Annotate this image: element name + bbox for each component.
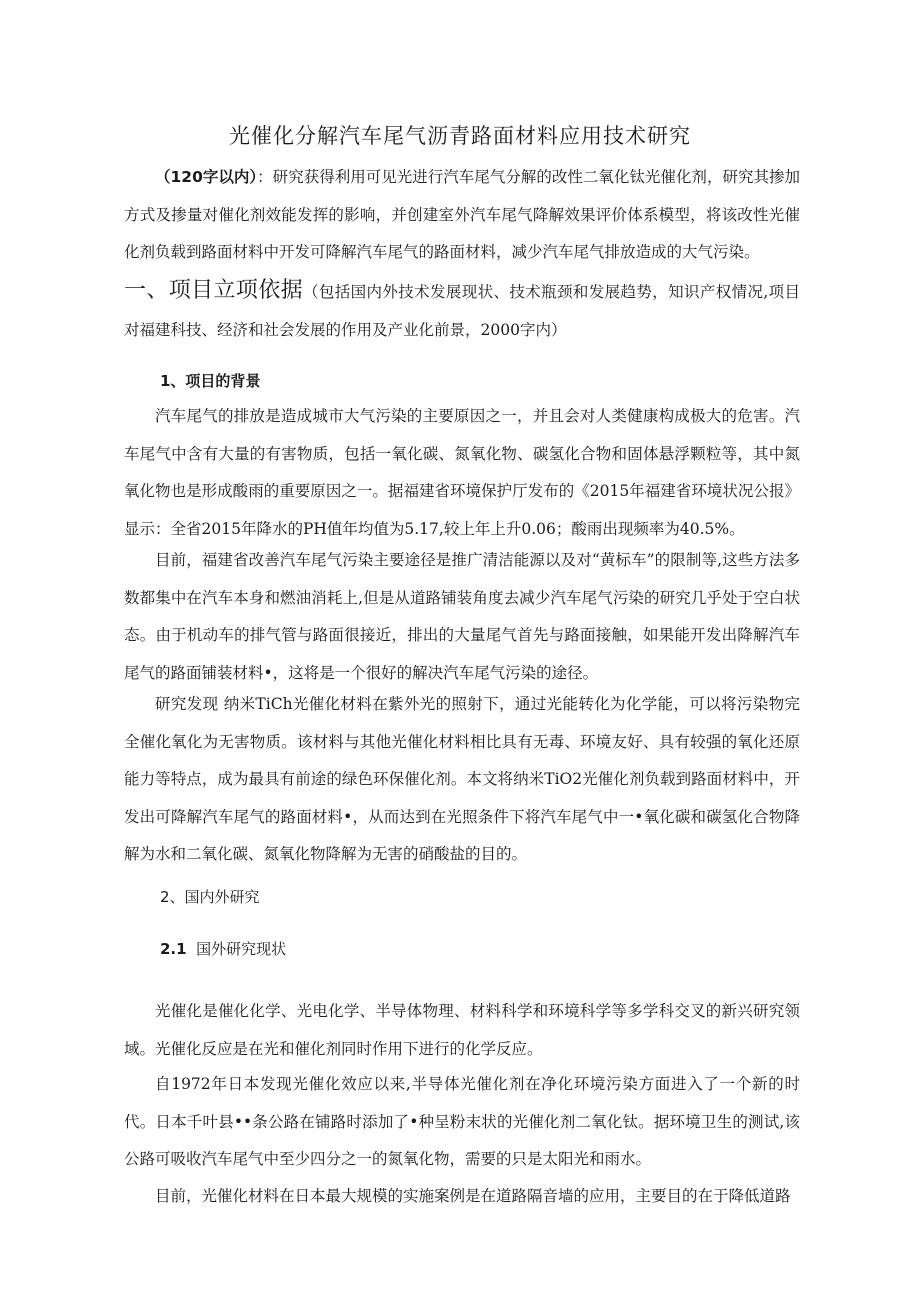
section-1-block (124, 272, 800, 349)
background-paragraph-3: 研究发现 纳米TiCh光催化材料在紫外光的照射下，通过光能转化为化学能，可以将污染物完全催化氧化为无害物质。该材料与其他光催化材料相比具有无毒、环境友好、具有较强的氧化还原能力等特点，成为最具有前途的绿色环保催化剂。本文将纳米TiO2光催化剂负载到路面材料中，开发出可降解汽车尾气的路面材料•，从而达到在光照条件下将汽车尾气中一•氧化碳和碳氢化合物降解为水和二氧化碳、氮氧化物降解为无害的硝酸盐的目的。 (124, 695, 800, 863)
section-1-note: （包括国内外技术发展现状、技术瓶颈和发展趋势，知识产权情况,项目对福建科技、经济和社会发展的作用及产业化前景，2000字内） (124, 283, 800, 339)
subsection-1-heading: 1、项目的背景 (160, 372, 261, 390)
section-1-heading: 一、项目立项依据 (124, 278, 303, 303)
background-paragraph-2: 目前，福建省改善汽车尾气污染主要途径是推广清洁能源以及对“黄标车”的限制等,这些方法多数都集中在汽车本身和燃油消耗上,但是从道路铺装角度去减少汽车尾气污染的研究几乎处于空白状态。由于机动车的排气管与路面很接近，排出的大量尾气首先与路面接触，如果能开发出降解汽车尾气的路面铺装材料•，这将是一个很好的解决汽车尾气污染的途径。 (124, 551, 800, 682)
subsection-2-1-heading (160, 938, 286, 959)
subsection-2-heading: 2、国内外研究 (160, 888, 260, 906)
subsection-2-1-number: 2.1 (160, 940, 187, 958)
foreign-research-paragraph-2: 自1972年日本发现光催化效应以来,半导体光催化剂在净化环境污染方面进入了一个新的时代。日本千叶县••条公路在铺路时添加了•种呈粉末状的光催化剂二氧化钛。据环境卫生的测试,该公路可吸收汽车尾气中至少四分之一的氮氧化物，需要的只是太阳光和雨水。 (124, 1075, 800, 1168)
abstract-text: ：研究获得利用可见光进行汽车尾气分解的改性二氧化钛光催化剂，研究其掺加方式及掺量对催化剂效能发挥的影响，并创建室外汽车尾气降解效果评价体系模型，将该改性光催化剂负载到路面材料中开发可降解汽车尾气的路面材料，减少汽车尾气排放造成的大气污染。 (124, 168, 800, 261)
abstract-label: （120字以内） (155, 168, 258, 186)
abstract-paragraph (124, 159, 800, 272)
background-paragraph-1: 汽车尾气的排放是造成城市大气污染的主要原因之一，并且会对人类健康构成极大的危害。汽车尾气中含有大量的有害物质，包括一氧化碳、氮氧化物、碳氢化合物和固体悬浮颗粒等，其中氮氧化物也是形成酸雨的重要原因之一。据福建省环境保护厅发布的《2015年福建省环境状况公报》显示：全省2015年降水的PH值年均值为5.17,较上年上升0.06；酸雨出现频率为40.5%。 (124, 407, 800, 538)
subsection-2-1-title: 国外研究现状 (196, 940, 287, 958)
document-title: 光催化分解汽车尾气沥青路面材料应用技术研究 (229, 124, 691, 148)
foreign-research-paragraph-1: 光催化是催化化学、光电化学、半导体物理、材料科学和环境科学等多学科交叉的新兴研究领域。光催化反应是在光和催化剂同时作用下进行的化学反应。 (124, 1002, 800, 1058)
foreign-research-paragraph-3: 目前，光催化材料在日本最大规模的实施案例是在道路隔音墙的应用，主要目的在于降低道路 (155, 1187, 791, 1205)
